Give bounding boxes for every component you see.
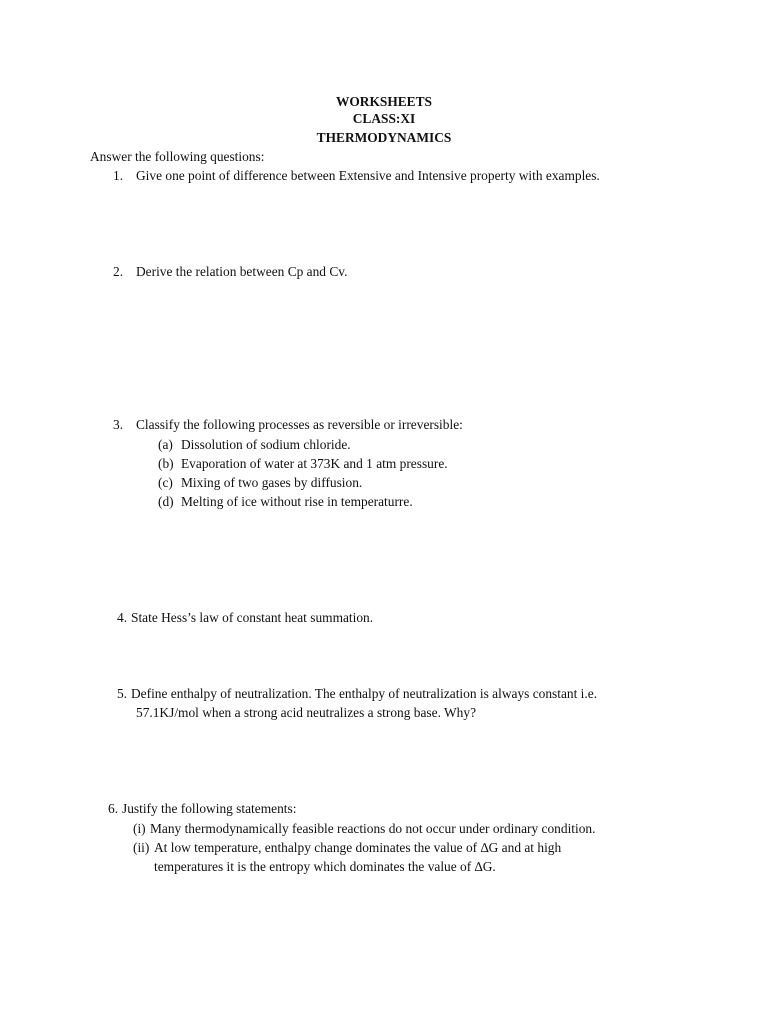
subject-title: THERMODYNAMICS	[316, 130, 452, 145]
question-number: 1.	[113, 168, 124, 183]
question-text: Give one point of difference between Extensive and Intensive property with examples.	[136, 168, 600, 183]
sub-item-text-continued: temperatures it is the entropy which dominates the value of ∆G.	[154, 859, 496, 874]
question-number: 4.	[117, 610, 128, 625]
sub-item-label: (i)	[133, 821, 146, 836]
question-number: 5.	[117, 686, 128, 701]
sub-item-text: Dissolution of sodium chloride.	[181, 437, 351, 452]
sub-item-text: Mixing of two gases by diffusion.	[181, 475, 363, 490]
question-number: 3.	[113, 417, 124, 432]
question-text: State Hess’s law of constant heat summation.	[131, 610, 374, 625]
sub-item-text: Many thermodynamically feasible reactions do not occur under ordinary condition.	[150, 821, 596, 836]
sub-item-text: Evaporation of water at 373K and 1 atm pressure.	[181, 456, 448, 471]
question-number: 2.	[113, 264, 124, 279]
sub-item-text: Melting of ice without rise in temperaturre.	[181, 494, 413, 509]
sub-item-label: (ii)	[133, 840, 150, 855]
worksheet-title: WORKSHEETS	[336, 94, 432, 109]
question-text-continued: 57.1KJ/mol when a strong acid neutralizes a strong base. Why?	[136, 705, 477, 720]
sub-item-label: (d)	[158, 494, 174, 509]
sub-item-text: At low temperature, enthalpy change dominates the value of ∆G and at high	[154, 840, 562, 855]
sub-item-label: (a)	[158, 437, 173, 452]
sub-item-label: (c)	[158, 475, 173, 490]
question-text: Define enthalpy of neutralization. The enthalpy of neutralization is always constant i.e.	[131, 686, 598, 701]
class-label: CLASS:XI	[352, 111, 416, 126]
question-text: Derive the relation between Cp and Cv.	[136, 264, 348, 279]
question-text: Justify the following statements:	[122, 801, 297, 816]
sub-item-label: (b)	[158, 456, 174, 471]
instructions: Answer the following questions:	[90, 149, 265, 164]
question-text: Classify the following processes as reversible or irreversible:	[136, 417, 463, 432]
question-number: 6.	[108, 801, 119, 816]
